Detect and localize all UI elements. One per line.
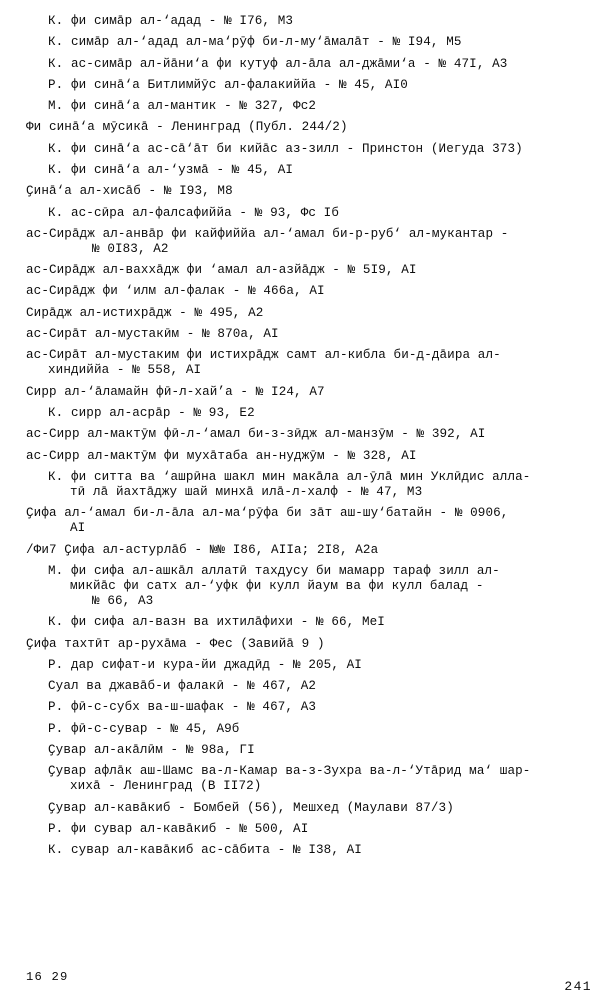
index-entry-list: [26, 14, 594, 858]
index-entry: /Фи7 Ҫифа ал-астурлāб - №№ I86, AIIа; 2I8, A2а: [26, 542, 379, 557]
index-entry: микйāс фи сатх ал-‘уфк фи кулл йаум ва фи кулл балад -: [70, 578, 484, 593]
index-entry: Ҫувар афлāк аш-Шамс ва-л-Камар ва-з-Зухра ва-л-‘Утāрид ма‘ шар-: [48, 764, 531, 779]
index-entry: К. сирр ал-асрāр - № 93, E2: [48, 405, 255, 420]
index-entry: Фи синā‘а мӯсикā - Ленинград (Публ. 244/2): [26, 120, 348, 135]
index-entry: К. ас-симāр ал-йāни‘а фи кутуф ал-āла ал-джāми‘а - № 47I, A3: [48, 56, 508, 71]
index-entry: хихā - Ленинград (B II72): [70, 779, 262, 794]
index-entry: К. ас-сӣра ал-фалсафиййа - № 93, Фс Iб: [48, 205, 339, 220]
index-entry: Р. фӣ-с-сувар - № 45, A9б: [48, 721, 240, 736]
index-entry: Ҫувар ал-кавāкиб - Бомбей (56), Мешхед (Маулави 87/3): [48, 800, 454, 815]
index-entry: Суал ва джавāб-и фалакӣ - № 467, A2: [48, 679, 317, 694]
index-entry: Ҫувар ал-акāлӣм - № 98а, ГI: [48, 743, 255, 757]
index-entry: № 0I83, A2: [92, 241, 169, 256]
index-entry: Р. дар сифат-и кура-йи джадӣд - № 205, AI: [48, 657, 362, 672]
index-entry: К. сувар ал-кавāкиб ас-сāбита - № I38, AI: [48, 843, 362, 858]
index-entry: хиндиййа - № 558, AI: [48, 363, 202, 378]
index-entry: ас-Сирр ал-мактӯм фӣ-л-‘амал би-з-зӣдж ал-манзӯм - № 392, AI: [26, 427, 486, 442]
index-entry: К. симāр ал-‘адад ал-ма‘рӯф би-л-му‘āмалāт - № I94, M5: [48, 35, 462, 50]
index-entry: К. фи ситта ва ‘ашрӣна шакл мин макāла ал-ӯлā мин Уклӣдис алла-: [48, 469, 531, 484]
index-entry: ас-Сирāт ал-мустакӣм - № 870а, AI: [26, 327, 279, 342]
index-entry: Ҫифа тахтӣт ар-рухāма - Фес (Завийā 9 ): [26, 636, 325, 651]
index-entry: Сирāдж ал-истихрāдж - № 495, A2: [26, 305, 264, 320]
page-number: 241: [564, 979, 592, 994]
index-entry: М. фи синā‘а ал-мантик - № 327, Фс2: [48, 99, 317, 114]
index-entry: М. фи сифа ал-ашкāл аллатӣ тахдусу би мамарр тараф зилл ал-: [48, 563, 500, 578]
index-entry: тӣ лā йахтāджу шай минхā илā-л-халф - № 47, M3: [70, 484, 423, 499]
index-entry: К. фи синā‘а ал-‘узмā - № 45, AI: [48, 162, 294, 177]
index-entry: ас-Сирāдж фи ‘илм ал-фалак - № 466а, AI: [26, 284, 325, 299]
index-entry: Р. фи синā‘а Битлимйӯс ал-фалакиййа - № 45, AI0: [48, 77, 408, 92]
index-entry: ас-Сирāдж ал-анвāр фи кайфиййа ал-‘амал би-р-руб‘ ал-мукантар -: [26, 226, 509, 241]
index-entry: Ҫинā‘а ал-хисāб - № I93, M8: [26, 184, 233, 199]
index-entry: Ҫифа ал-‘амал би-л-āла ал-ма‘рӯфа би зāт аш-шу‘батайн - № 0906,: [26, 506, 509, 521]
index-entry: AI: [70, 521, 86, 536]
index-entry: ас-Сирр ал-мактӯм фи мухāтаба ан-нуджӯм - № 328, AI: [26, 448, 417, 463]
page-signature: 16 29: [26, 970, 69, 984]
index-entry: № 66, A3: [92, 594, 154, 609]
index-entry: К. фи симāр ал-‘адад - № I76, M3: [48, 14, 294, 28]
index-entry: Сирр ал-‘āламайн фӣ-л-хай’а - № I24, A7: [26, 384, 325, 399]
index-entry: К. фи синā‘а ас-сā‘āт би кийāс аз-зилл - Принстон (Иегуда 373): [48, 141, 523, 156]
index-entry: К. фи сифа ал-вазн ва ихтилāфихи - № 66, MeI: [48, 615, 385, 630]
index-entry: ас-Сирāт ал-мустаким фи истихрāдж самт ал-кибла би-д-дāира ал-: [26, 348, 501, 363]
index-entry: ас-Сирāдж ал-ваххāдж фи ‘амал ал-азйāдж - № 5I9, AI: [26, 263, 417, 278]
index-entry: Р. фӣ-с-субх ва-ш-шафак - № 467, A3: [48, 700, 317, 715]
index-entry: Р. фи сувар ал-кавāкиб - № 500, AI: [48, 821, 309, 836]
